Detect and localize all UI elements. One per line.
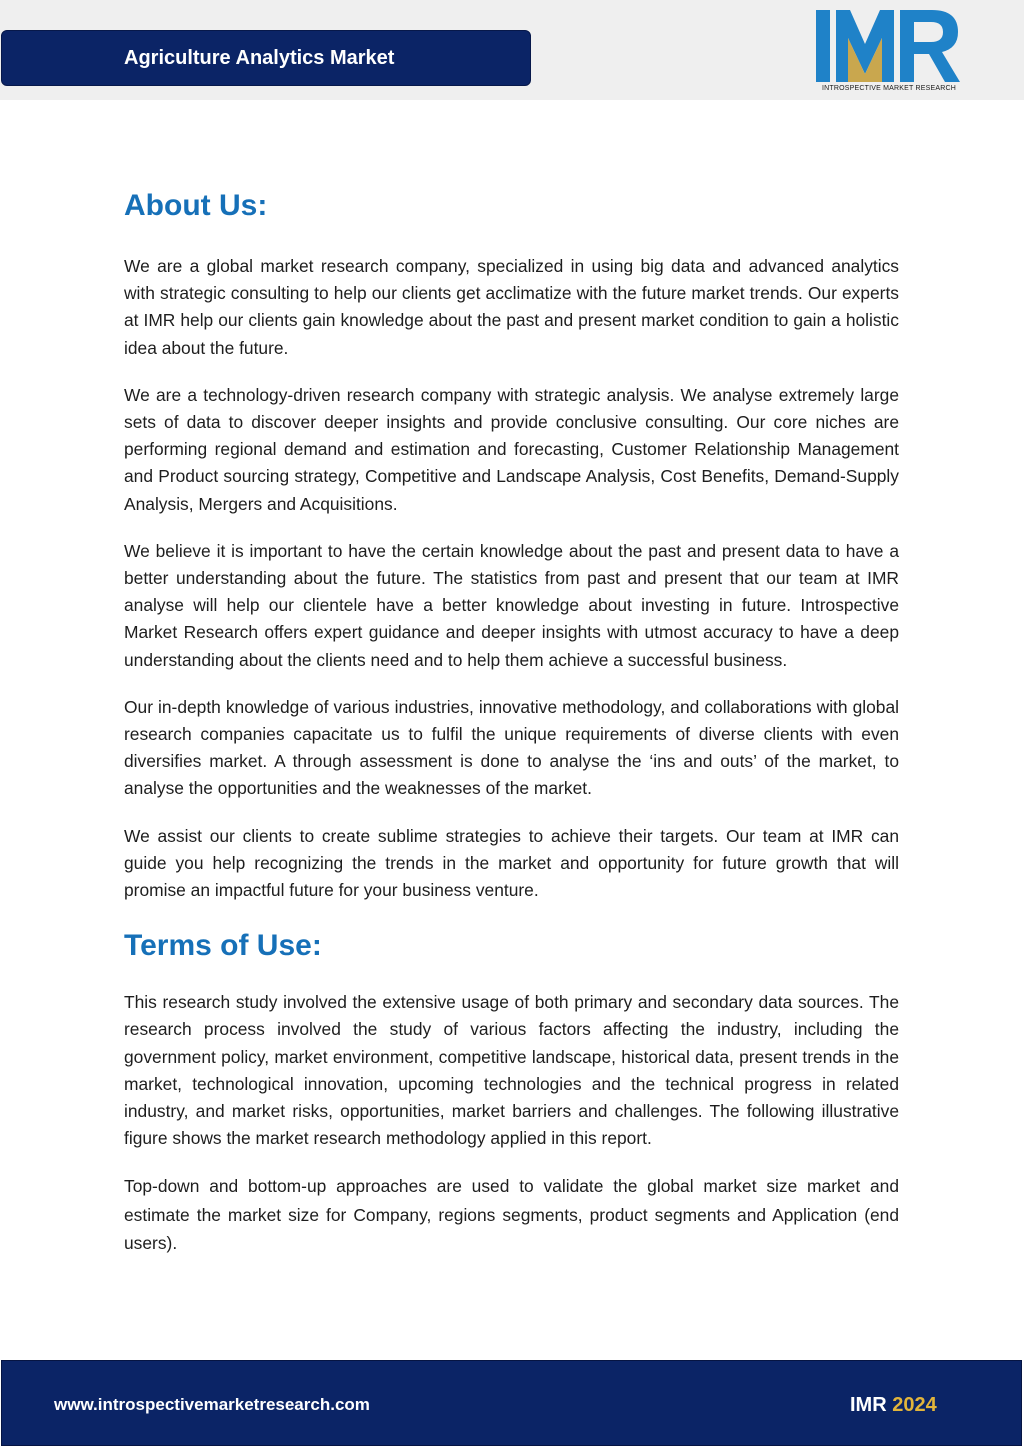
main-content <box>124 184 899 1278</box>
document-title: Agriculture Analytics Market <box>124 47 395 69</box>
footer-brand-name: IMR <box>850 1394 887 1416</box>
about-paragraph: We are a technology-driven research company with strategic analysis. We analyse extremely large sets of data to discover deeper insights and provide conclusive consulting. Our core niches are performing regional demand and estimation and forecasting, Customer Relationship Management and Product sourcing strategy, Competitive and Landscape Analysis, Cost Benefits, Demand-Supply Analysis, Mergers and Acquisitions. <box>124 384 899 514</box>
page-footer <box>1 1360 1022 1446</box>
about-paragraph: We assist our clients to create sublime strategies to achieve their targets. Our team at IMR can guide you help recognizing the trends in the market and opportunity for future growth that will promise an impactful future for your business venture. <box>124 825 899 901</box>
about-paragraph: We are a global market research company, specialized in using big data and advanced analytics with strategic consulting to help our clients get acclimatize with the future market trends. Our experts at IMR help our clients gain knowledge about the past and present market condition to gain a holistic idea about the future. <box>124 256 899 358</box>
about-paragraph: Our in-depth knowledge of various industries, innovative methodology, and collaborations with global research companies capacitate us to fulfil the unique requirements of diverse clients with even diversifies market. A through assessment is done to analyse the ‘ins and outs’ of the market, to analyse the opportunities and the weaknesses of the market. <box>124 696 899 799</box>
about-heading: About Us: <box>124 189 268 222</box>
imr-logo <box>812 8 964 96</box>
imr-logo-mark <box>812 8 964 84</box>
terms-paragraph: Top-down and bottom-up approaches are used to validate the global market size market and estimate the market size for Company, regions segments, product segments and Application (end users). <box>124 1176 899 1254</box>
terms-heading: Terms of Use: <box>124 929 322 963</box>
document-title-banner <box>1 30 531 86</box>
logo-tagline: INTROSPECTIVE MARKET RESEARCH <box>821 85 957 92</box>
footer-brand <box>850 1394 937 1417</box>
footer-year: 2024 <box>892 1394 937 1416</box>
terms-paragraph: This research study involved the extensive usage of both primary and secondary data sources. The research process involved the study of various factors affecting the industry, including the government policy, market environment, competitive landscape, historical data, present trends in the market, technological innovation, upcoming technologies and the technical progress in related industry, and market risks, opportunities, market barriers and challenges. The following illustrative figure shows the market research methodology applied in this report. <box>124 992 899 1149</box>
footer-website-link[interactable]: www.introspectivemarketresearch.com <box>54 1395 370 1414</box>
about-paragraph: We believe it is important to have the certain knowledge about the past and present data to have a better understanding about the future. The statistics from past and present that our team at IMR analyse will help our clientele have a better knowledge about investing in future. Introspective Market Research offers expert guidance and deeper insights with utmost accuracy to have a deep understanding about the clients need and to help them achieve a successful business. <box>124 540 899 670</box>
